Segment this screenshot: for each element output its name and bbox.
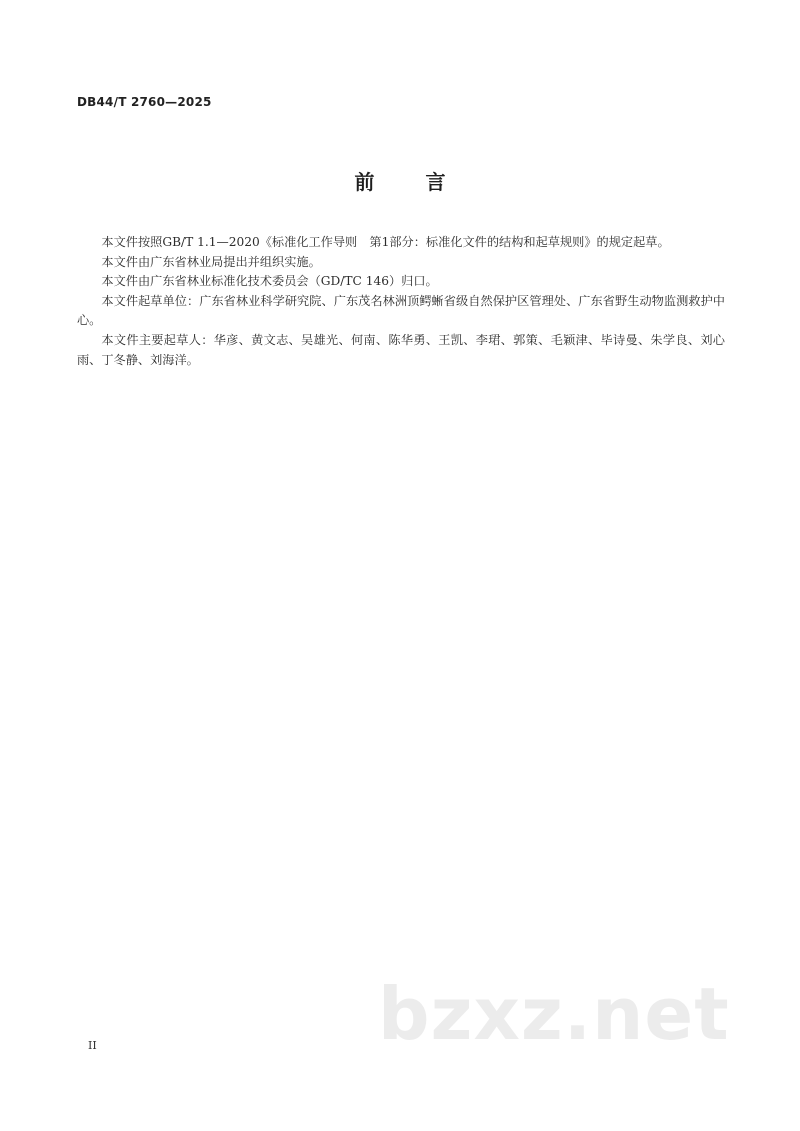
paragraph-drafting-units: 本文件起草单位：广东省林业科学研究院、广东茂名林洲顶鳄蜥省级自然保护区管理处、广东省野生动物监测救护中心。 [77,293,725,328]
page-number: II [88,1039,97,1052]
paragraph-committee: 本文件由广东省林业标准化技术委员会（GD/TC 146）归口。 [101,274,438,289]
paragraph-drafters: 本文件主要起草人：华彦、黄文志、吴雄光、何南、陈华勇、王凯、李珺、郭策、毛颖津、毕诗曼、朱学良、刘心雨、丁冬静、刘海洋。 [77,332,725,367]
watermark-text: bzxz.net [378,972,730,1056]
paragraph-drafting-basis: 本文件按照GB/T 1.1—2020《标准化工作导则 第1部分：标准化文件的结构和起草规则》的规定起草。 [101,235,670,249]
page-title: 前 言 [354,170,468,194]
preface-body [77,233,725,370]
paragraph-proposer: 本文件由广东省林业局提出并组织实施。 [101,254,321,269]
document-code: DB44/T 2760—2025 [77,95,212,109]
